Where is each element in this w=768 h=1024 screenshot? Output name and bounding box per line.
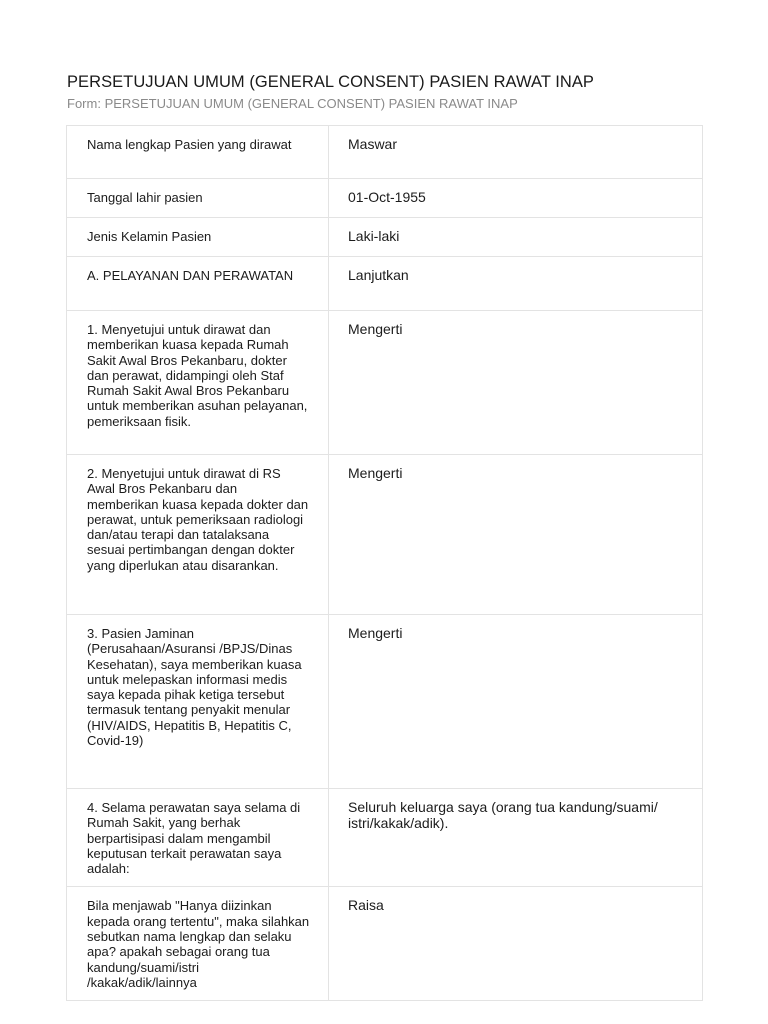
question-cell [67, 789, 329, 887]
table-row [67, 126, 703, 179]
table-row [67, 789, 703, 887]
answer-text: Laki-laki [348, 228, 400, 244]
question-text: 1. Menyetujui untuk dirawat dan memberikan kuasa kepada Rumah Sakit Awal Bros Pekanbaru, dokter dan perawat, didampingi oleh Staf Rumah Sakit Awal Bros Pekanbaru untuk memberikan asuhan pelayanan, pemeriksaan fisik. [87, 322, 308, 429]
answer-cell [329, 218, 703, 257]
answer-text: Maswar [348, 136, 398, 152]
form-subtitle-value: PERSETUJUAN UMUM (GENERAL CONSENT) PASIEN RAWAT INAP [104, 96, 518, 111]
answer-text: Mengerti [348, 465, 403, 481]
answer-cell [329, 179, 703, 218]
answer-cell [329, 311, 703, 455]
question-text: 3. Pasien Jaminan (Perusahaan/Asuransi /BPJS/Dinas Kesehatan), saya memberikan kuasa untuk melepaskan informasi medis saya kepada pihak ketiga tersebut termasuk tentang penyakit menular (HIV/AIDS, Hepatitis B, Hepatitis C, Covid-19) [87, 626, 302, 749]
table-row [67, 311, 703, 455]
answer-text: Lanjutkan [348, 267, 409, 283]
question-text: Jenis Kelamin Pasien [87, 229, 212, 244]
question-cell [67, 455, 329, 615]
table-row [67, 218, 703, 257]
answer-cell [329, 789, 703, 887]
question-text: 2. Menyetujui untuk dirawat di RS Awal Bros Pekanbaru dan memberikan kuasa kepada dokter dan perawat, untuk pemeriksaan radiologi dan/atau terapi dan tatalaksana sesuai pertimbangan dengan dokter yang diperlukan atau disarankan. [87, 466, 309, 573]
form-subtitle [67, 96, 518, 111]
question-text: Tanggal lahir pasien [87, 190, 203, 205]
question-text: A. PELAYANAN DAN PERAWATAN [87, 268, 294, 283]
consent-answers-table [66, 125, 703, 1001]
answer-cell [329, 615, 703, 789]
question-cell [67, 887, 329, 1001]
table-row [67, 257, 703, 311]
form-subtitle-label: Form: [67, 96, 101, 111]
table-row [67, 179, 703, 218]
question-text: Nama lengkap Pasien yang dirawat [87, 137, 292, 152]
question-cell [67, 126, 329, 179]
question-cell [67, 615, 329, 789]
answer-text: Seluruh keluarga saya (orang tua kandung/suami/ istri/kakak/adik). [348, 799, 658, 831]
table-row [67, 615, 703, 789]
question-cell [67, 218, 329, 257]
answer-cell [329, 126, 703, 179]
answer-text: Raisa [348, 897, 384, 914]
table-row [67, 455, 703, 615]
question-cell [67, 179, 329, 218]
answer-cell [329, 257, 703, 311]
answer-text: Mengerti [348, 321, 403, 337]
answer-cell [329, 887, 703, 1001]
page-title: PERSETUJUAN UMUM (GENERAL CONSENT) PASIEN RAWAT INAP [67, 73, 594, 91]
answer-text: 01-Oct-1955 [348, 189, 426, 205]
question-text: 4. Selama perawatan saya selama di Rumah Sakit, yang berhak berpartisipasi dalam mengambil keputusan terkait perawatan saya adalah: [87, 800, 301, 877]
answer-cell [329, 455, 703, 615]
question-text: Bila menjawab "Hanya diizinkan kepada orang tertentu", maka silahkan sebutkan nama lengkap dan selaku apa? apakah sebagai orang tua kandung/suami/istri /kakak/adik/lainnya [87, 898, 310, 990]
question-cell [67, 311, 329, 455]
table-row [67, 887, 703, 1001]
question-cell [67, 257, 329, 311]
answer-text: Mengerti [348, 625, 403, 641]
